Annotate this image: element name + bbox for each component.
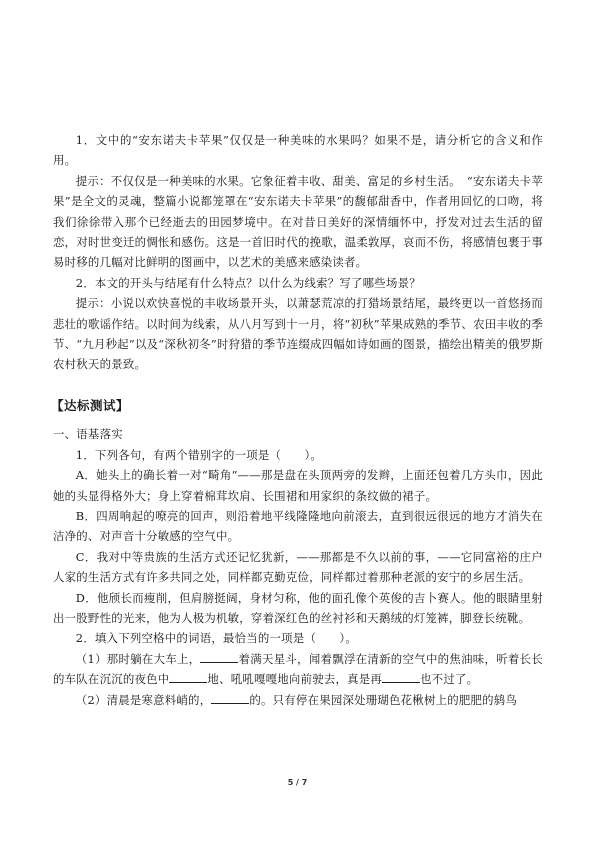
q1-hint: 提示：不仅仅是一种美味的水果。它象征着丰收、甜美、富足的乡村生活。 “安东诺夫卡苹果”是全文的灵魂，整篇小说都笼罩在“安东诺夫卡苹果”的馥郁甜香中，作者用回忆的口吻，将我们徐徐带入那个已经逝去的田园梦境中。在对昔日美好的深情缅怀中，抒发对过去生活的留恋，对时世变迁的惆怅和感伤。这是一首旧时代的挽歌，温柔敦厚，哀而不伤，将感情包裹于事易时移的几幅对比鲜明的图画中，以艺术的美感来感染读者。 — [53, 173, 543, 270]
s2-part-a: （2）清晨是寒意料峭的， — [75, 692, 212, 707]
document-body — [53, 130, 543, 710]
test2-sentence-2 — [53, 690, 543, 710]
s2-part-b: 的。只有停在果园深处珊瑚色花楸树上的肥肥的鸫鸟 — [249, 692, 518, 707]
fill-blank — [382, 670, 420, 683]
test1-option-d: D．他颀长而瘦削，但肩膀挺阔，身材匀称，他的面孔像个英俊的吉卜赛人。他的眼睛里射出一股野性的光来，他为人极为机敏，穿着深红色的丝衬衫和天鹅绒的灯笼裤，脚登长统靴。 — [53, 590, 543, 625]
s1-part-c: 地、吼吼嘎嘎地向前驶去，真是再 — [207, 672, 383, 687]
q1-question: 1．文中的“安东诺夫卡苹果”仅仅是一种美味的水果吗？如果不是，请分析它的含义和作用。 — [53, 133, 543, 168]
section-title: 【达标测试】 — [51, 397, 130, 413]
test1-question: 1．下列各句，有两个错别字的一项是（ ）。 — [75, 447, 323, 462]
test1-option-c: C．我对中等贵族的生活方式还记忆犹新，——那都是不久以前的事，——它同富裕的庄户人家的生活方式有许多共同之处，同样都克勤克俭，同样都过着那种老派的安宁的乡居生活。 — [53, 549, 543, 585]
test2-question: 2．填入下列空格中的词语，最恰当的一项是（ ）。 — [75, 631, 357, 646]
q2-hint: 提示：小说以欢快喜悦的丰收场景开头，以萧瑟荒凉的打猎场景结尾，最终更以一首悠扬而悲壮的歌谣作结。以时间为线索，从八月写到十一月，将“初秋”苹果成熟的季节、农田丰收的季节、“九月秒起”以及“深秋初冬”时狩猎的季节连缀成四幅如诗如画的图景，描绘出精美的俄罗斯农村秋天的景致。 — [53, 296, 543, 372]
s1-part-b: 着满天星斗，闻着飘浮在清新的空气中的焦油味，听着长长的车队在沉沉的夜色中 — [53, 651, 543, 687]
test1-option-a: A．她头上的确长着一对“畸角”——那是盘在头顶两旁的发辫，上面还包着几方头巾，因此她的头显得格外大；身上穿着棉茸坎肩、长围裙和用家织的条纹做的裙子。 — [53, 468, 543, 503]
page-number: 5 / 7 — [287, 778, 308, 787]
part-heading: 一、语基落实 — [53, 427, 123, 442]
test1-option-b: B．四周响起的嘹亮的回声，则沿着地平线隆隆地向前滚去，直到很远很远的地方才消失在洁净的、对声音十分敏感的空气中。 — [53, 508, 543, 544]
fill-blank — [200, 650, 238, 663]
s1-part-d: 也不过了。 — [420, 672, 479, 687]
s1-part-a: （1）那时躺在大车上， — [75, 651, 201, 666]
fill-blank — [169, 670, 207, 683]
q2-question: 2．本文的开头与结尾有什么特点？以什么为线索？写了哪些场景？ — [75, 275, 421, 290]
fill-blank — [211, 691, 249, 704]
test2-sentence-1 — [53, 649, 543, 690]
